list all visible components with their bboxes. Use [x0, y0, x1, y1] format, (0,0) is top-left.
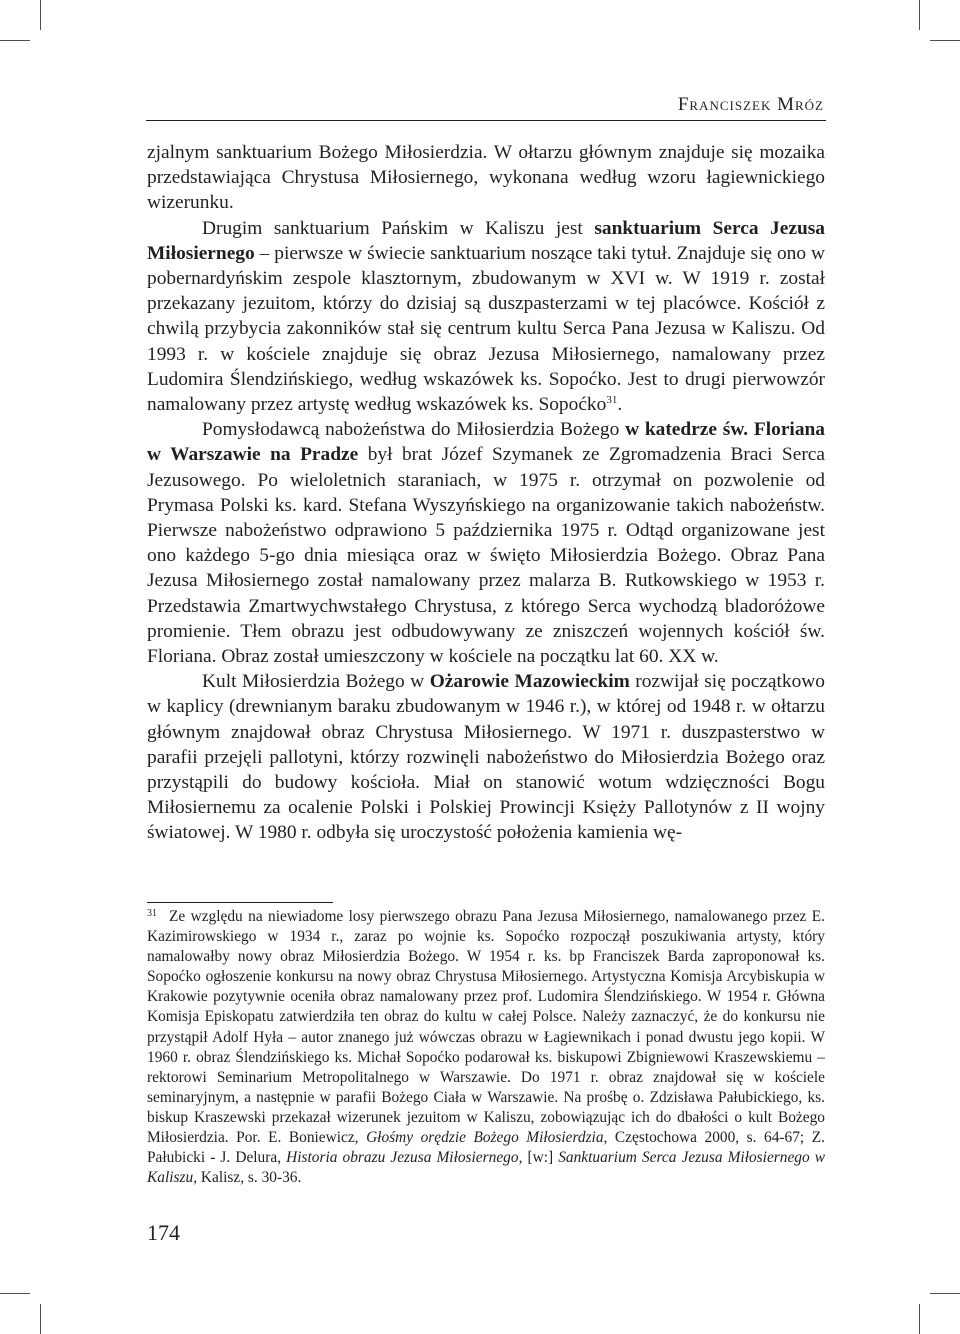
text-run: Pomysłodawcą nabożeństwa do Miłosierdzia Bożego [202, 419, 626, 441]
italic-text: Głośmy orędzie Bożego Miłosierdzia [366, 1129, 604, 1147]
footnote-rule [147, 902, 333, 903]
text-run: Ze względu na niewiadome losy pierwszego obrazu Pana Jezusa Miłosiernego, namalowanego przez E. Kazimirowskiego w 1934 r., zaraz po wojnie ks. Sopoćko rozpoczął poszukiwania artysty, który namalowałby nowy obraz Miłosierdzia Bożego. W 1954 r. ks. bp Franciszek Barda zaproponował ks. Sopoćko ogłoszenie konkursu na nowy obraz Chrystusa Miłosiernego. Artystyczna Komisja Arcybiskupia w Krakowie pozytywnie oceniła obraz namalowany przez prof. Ludomira Ślendzińskiego. W 1954 r. Główna Komisja Episkopatu zatwierdziła ten obraz do kultu w całej Polsce. Należy zaznaczyć, że do konkursu nie przystąpił Adolf Hyła – autor znanego już wówczas obrazu w Łagiewnikach i ponad dwustu jego kopii. W 1960 r. obraz Ślendzińskiego ks. Michał Sopoćko podarował ks. biskupowi Zbigniewowi Kraszewskiemu – rektorowi Seminarium Metropolitalnego w Warszawie. Do 1971 r. obraz znajdował się w kościele seminaryjnym, a następnie w parafii Bożego Ciała w Warszawie. Na prośbę o. Zdzisława Pałubickiego, ks. biskup Kraszewski przekazał wizerunek jezuitom w Kaliszu, zobowiązując ich do dbałości o kult Bożego Miłosierdzia. Por. E. Boniewicz, [147, 908, 825, 1147]
text-run: był brat Józef Szymanek ze Zgromadzenia Braci Serca Jezusowego. Po wieloletnich staraniach, w 1975 r. otrzymał on pozwolenie od Prymasa Polski ks. kard. Stefana Wyszyńskiego na organizowanie takich nabożeństw. Pierwsze nabożeństwo odprawiono 5 października 1975 r. Odtąd organizowane jest ono każdego 5-go dnia miesiąca oraz w święto Miłosierdzia Bożego. Obraz Pana Jezusa Miłosiernego został namalowany przez malarza B. Rutkowskiego w 1953 r. Przedstawia Zmartwychwstałego Chrystusa, z którego Serca wychodzą bladoróżowe promienie. Tłem obrazu jest odbudowywany ze zniszczeń wojennych kościół św. Floriana. Obraz został umieszczony w kościele na początku lat 60. XX w. [147, 444, 825, 668]
text-run: , Kalisz, s. 30-36. [193, 1169, 302, 1187]
italic-text: Sanktuarium Serca Jezusa Miłosiernego w Kaliszu [147, 1149, 826, 1187]
crop-mark-top-left-h [0, 40, 30, 41]
text-run: rozwijał się początkowo w kaplicy (drewnianym baraku zbudowanym w 1946 r.), w której od 1948 r. w ołtarzu głównym znajdował obraz Chrystusa Miłosiernego. W 1971 r. duszpasterstwo w parafii przejęli pallotyni, którzy rozwinęli nabożeństwo do Miłosierdzia Bożego oraz przystąpili do budowy kościoła. Miał on stanowić wotum wdzięczności Bogu Miłosiernemu za ocalenie Polski i Polskiej Prowincji Księży Pallotynów z II wojny światowej. W 1980 r. odbyła się uroczystość położenia kamienia wę- [147, 671, 825, 844]
page-number: 174 [147, 1220, 180, 1245]
paragraph [147, 417, 825, 669]
text-run: Kult Miłosierdzia Bożego w [202, 671, 430, 693]
paragraph [147, 216, 825, 418]
bold-text: sanktuarium Serca Jezusa Miłosiernego [147, 217, 825, 264]
crop-mark-top-right-v [919, 0, 920, 30]
body-text [147, 140, 825, 846]
text-run: zjalnym sanktuarium Bożego Miłosierdzia. W ołtarzu głównym znajduje się mozaika przedstawiająca Chrystusa Miłosiernego, wykonana według wzoru łagiewnickiego wizerunku. [147, 142, 825, 214]
running-head: Franciszek Mróz [677, 94, 824, 115]
crop-mark-bottom-left-v [40, 1304, 41, 1334]
crop-mark-top-right-h [930, 40, 960, 41]
crop-mark-top-left-v [40, 0, 41, 30]
crop-mark-bottom-right-v [919, 1304, 920, 1334]
paragraph [147, 140, 825, 216]
text-run: . [617, 394, 623, 416]
footnote: $^{31}$ Ze względu na niewiadome losy pierwszego obrazu Pana Jezusa Miłosiernego, namalowanego przez E. Kazimirowskiego w 1934 r., zaraz po wojnie ks. Sopoćko rozpoczął poszukiwania artysty, który namalowałby nowy obraz Miłosierdzia Bożego. W 1954 r. ks. bp Franciszek Barda zaproponował ks. Sopoćko ogłoszenie konkursu na nowy obraz Chrystusa Miłosiernego. Artystyczna Komisja Arcybiskupia w Krakowie pozytywnie oceniła obraz namalowany przez prof. Ludomira Ślendzińskiego. W 1954 r. Główna Komisja Episkopatu zatwierdziła ten obraz do kultu w całej Polsce. Należy zaznaczyć, że do konkursu nie przystąpił Adolf Hyła – autor znanego już wówczas obrazu w Łagiewnikach i ponad dwustu jego kopii. W 1960 r. obraz Ślendzińskiego ks. Michał Sopoćko podarował ks. biskupowi Zbigniewowi Kraszewskiemu – rektorowi Seminarium Metropolitalnego w Warszawie. Do 1971 r. obraz znajdował się w kościele seminaryjnym, a następnie w parafii Bożego Ciała w Warszawie. Na prośbę o. Zdzisława Pałubickiego, ks. biskup Kraszewski przekazał wizerunek jezuitom w Kaliszu, zobowiązując ich do dbałości o kult Bożego Miłosierdzia. Por. E. Boniewicz, Głośmy orędzie Bożego Miłosierdzia, Częstochowa 2000, s. 64-67; Z. Pałubicki - J. Delura, Historia obrazu Jezusa Miłosiernego, [w:] Sanktuarium Serca Jezusa Miłosiernego w Kaliszu, Kalisz, s. 30-36. [147, 908, 826, 1187]
text-run: Drugim sanktuarium Pańskim w Kaliszu jest [202, 217, 595, 239]
crop-mark-bottom-left-h [0, 1293, 30, 1294]
paragraph [147, 669, 825, 845]
text-run: , [w:] [518, 1149, 559, 1167]
text-run: , Częstochowa 2000, s. 64-67; Z. Pałubicki - J. Delura, [147, 1129, 825, 1167]
header-rule [146, 120, 826, 121]
crop-mark-bottom-right-h [930, 1293, 960, 1294]
footnote-ref: 31 [606, 394, 618, 407]
bold-text: w katedrze św. Floriana w Warszawie na Pradze [147, 419, 825, 466]
text-run: – pierwsze w świecie sanktuarium noszące taki tytuł. Znajduje się ono w pobernardyńskim zespole klasztornym, zbudowanym w XVI w. W 1919 r. został przekazany jezuitom, którzy do dzisiaj są duszpasterzami w tej placówce. Kościół z chwilą przybycia zakonników stał się centrum kultu Serca Pana Jezusa w Kaliszu. Od 1993 r. w kościele znajduje się obraz Jezusa Miłosiernego, namalowany przez Ludomira Ślendzińskiego, według wskazówek ks. Sopoćko. Jest to drugi pierwowzór namalowany przez artystę według wskazówek ks. Sopoćko [147, 242, 825, 416]
italic-text: Historia obrazu Jezusa Miłosiernego [286, 1149, 519, 1167]
bold-text: Ożarowie Mazowieckim [429, 671, 630, 693]
